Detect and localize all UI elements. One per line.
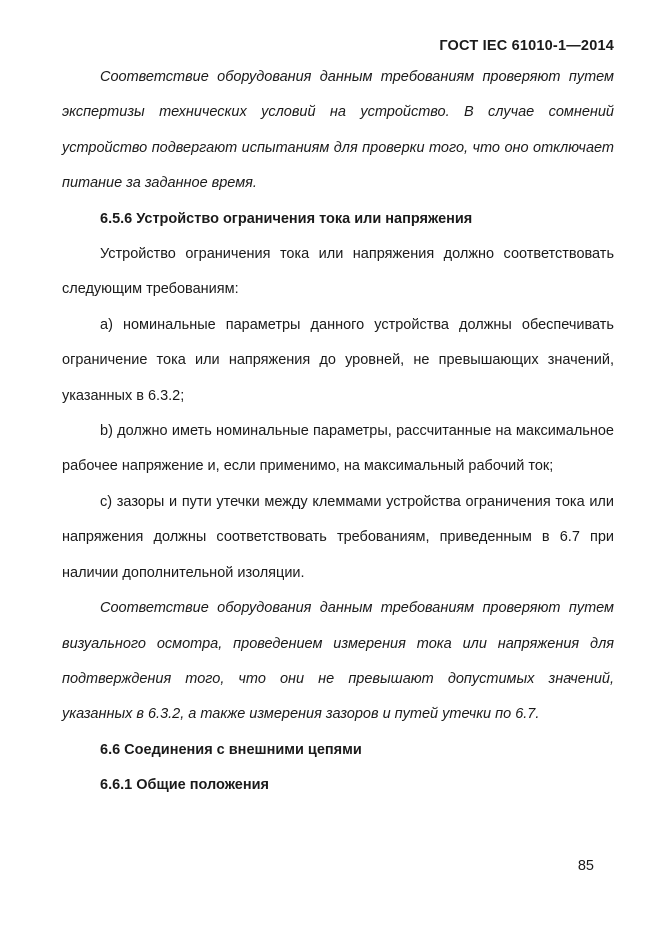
requirement-item-a: a) номинальные параметры данного устройства должны обеспечивать ограничение тока или напряжения до уровней, не превышающих значений, указанных в 6.3.2; — [62, 316, 614, 404]
document-body — [62, 60, 614, 804]
page-number: 85 — [577, 858, 594, 874]
compliance-paragraph-1: Соответствие оборудования данным требованиям проверяют путем экспертизы технических условий на устройство. В случае сомнений устройство подвергают испытаниям для проверки того, что оно отключает питание за заданное время. — [62, 69, 614, 192]
requirement-item-c: c) зазоры и пути утечки между клеммами устройства ограничения тока или напряжения должны соответствовать требованиям, приведенным в 6.7 при наличии дополнительной изоляции. — [62, 493, 614, 581]
compliance-paragraph-2: Соответствие оборудования данным требованиям проверяют путем визуального осмотра, проведением измерения тока или напряжения для подтверждения того, что они не превышают допустимых значений, указанных в 6.3.2, а также измерения зазоров и путей утечки по 6.7. — [62, 600, 614, 723]
section-heading-6-6-1: 6.6.1 Общие положения — [100, 777, 269, 794]
section-heading-6-6: 6.6 Соединения с внешними цепями — [100, 741, 362, 758]
section-heading-6-5-6: 6.5.6 Устройство ограничения тока или напряжения — [100, 210, 473, 227]
document-header-standard-code: ГОСТ IEC 61010-1—2014 — [439, 38, 614, 54]
requirement-item-b: b) должно иметь номинальные параметры, рассчитанные на максимальное рабочее напряжение и, если применимо, на максимальный рабочий ток; — [62, 423, 614, 475]
requirements-intro-paragraph: Устройство ограничения тока или напряжения должно соответствовать следующим требованиям: — [62, 246, 614, 298]
